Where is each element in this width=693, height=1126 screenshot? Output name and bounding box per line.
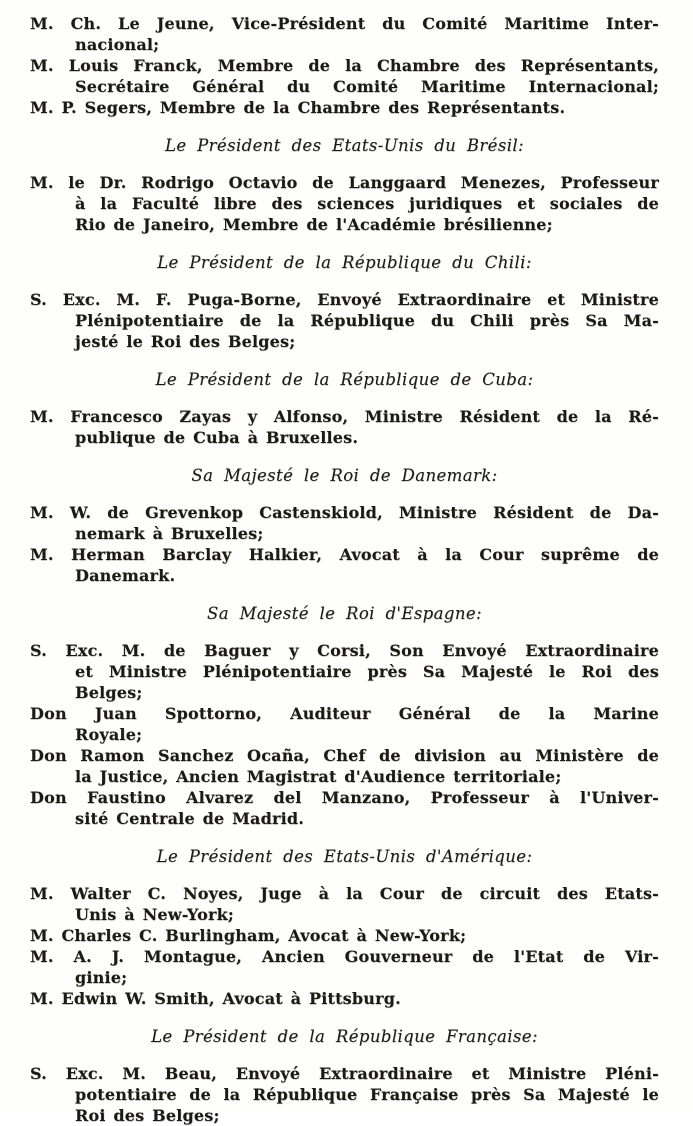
text-line: M. Charles C. Burlingham, Avocat à New-York; xyxy=(30,926,467,945)
text-line: potentiaire de la République Française près Sa Majesté le xyxy=(75,1085,659,1104)
text-line: Don Juan Spottorno, Auditeur Général de la Marine xyxy=(30,704,659,723)
text-line: sité Centrale de Madrid. xyxy=(75,809,305,828)
entry-group xyxy=(30,1063,659,1126)
entry-group xyxy=(30,289,659,352)
text-line: Don Ramon Sanchez Ocaña, Chef de division au Ministère de xyxy=(30,746,659,765)
delegate-entry xyxy=(30,1063,659,1126)
delegate-entry xyxy=(30,640,659,703)
delegate-entry xyxy=(30,988,659,1009)
delegate-entry xyxy=(30,97,659,118)
text-line: M. Ch. Le Jeune, Vice-Président du Comité Maritime Inter- xyxy=(30,14,659,33)
text-line: à la Faculté libre des sciences juridiques et sociales de xyxy=(75,194,659,213)
entry-group xyxy=(30,406,659,448)
entry-group xyxy=(30,502,659,586)
text-line: S. Exc. M. Beau, Envoyé Extraordinaire et Ministre Pléni- xyxy=(30,1064,659,1083)
text-line: Roi des Belges; xyxy=(75,1106,220,1125)
delegate-entry xyxy=(30,745,659,787)
text-line: nemark à Bruxelles; xyxy=(75,524,264,543)
text-line: Belges; xyxy=(75,683,143,702)
text-line: nacional; xyxy=(75,35,160,54)
section-heading: Le Président de la République Française: xyxy=(151,1027,538,1046)
text-line: S. Exc. M. F. Puga-Borne, Envoyé Extraordinaire et Ministre xyxy=(30,290,659,309)
section-heading: Le Président de la République de Cuba: xyxy=(155,370,534,389)
text-line: Rio de Janeiro, Membre de l'Académie brésilienne; xyxy=(75,215,553,234)
text-line: M. Walter C. Noyes, Juge à la Cour de circuit des Etats- xyxy=(30,884,659,903)
text-line: M. Herman Barclay Halkier, Avocat à la Cour suprême de xyxy=(30,545,659,564)
text-line: Royale; xyxy=(75,725,143,744)
section-heading: Sa Majesté le Roi de Danemark: xyxy=(191,466,498,485)
text-line: M. A. J. Montague, Ancien Gouverneur de l'Etat de Vir- xyxy=(30,947,659,966)
text-line: M. Edwin W. Smith, Avocat à Pittsburg. xyxy=(30,989,401,1008)
delegate-entry xyxy=(30,55,659,97)
entry-group xyxy=(30,13,659,118)
text-line: Secrétaire Général du Comité Maritime Internacional; xyxy=(75,77,659,96)
text-line: M. P. Segers, Membre de la Chambre des Représentants. xyxy=(30,98,566,117)
text-line: jesté le Roi des Belges; xyxy=(75,332,296,351)
text-line: M. Francesco Zayas y Alfonso, Ministre Résident de la Ré- xyxy=(30,407,659,426)
section-heading: Le Président des Etats-Unis du Brésil: xyxy=(164,136,525,155)
delegate-entry xyxy=(30,544,659,586)
delegate-entry xyxy=(30,703,659,745)
section-heading: Sa Majesté le Roi d'Espagne: xyxy=(207,604,482,623)
text-line: et Ministre Plénipotentiaire près Sa Majesté le Roi des xyxy=(75,662,659,681)
text-line: M. le Dr. Rodrigo Octavio de Langgaard Menezes, Professeur xyxy=(30,173,659,192)
section-heading: Le Président de la République du Chili: xyxy=(157,253,532,272)
text-line: S. Exc. M. de Baguer y Corsi, Son Envoyé Extraordinaire xyxy=(30,641,659,660)
entry-group xyxy=(30,172,659,235)
text-line: Unis à New-York; xyxy=(75,905,234,924)
delegate-entry xyxy=(30,883,659,925)
delegate-entry xyxy=(30,787,659,829)
text-line: Don Faustino Alvarez del Manzano, Professeur à l'Univer- xyxy=(30,788,659,807)
text-line: M. Louis Franck, Membre de la Chambre des Représentants, xyxy=(30,56,659,75)
delegate-entry xyxy=(30,289,659,352)
delegate-entry xyxy=(30,925,659,946)
text-line: la Justice, Ancien Magistrat d'Audience territoriale; xyxy=(75,767,562,786)
text-line: M. W. de Grevenkop Castenskiold, Ministre Résident de Da- xyxy=(30,503,659,522)
section-heading: Le Président des Etats-Unis d'Amérique: xyxy=(156,847,533,866)
delegate-entry xyxy=(30,406,659,448)
text-line: Plénipotentiaire de la République du Chili près Sa Ma- xyxy=(75,311,659,330)
text-line: ginie; xyxy=(75,968,128,987)
delegate-entry xyxy=(30,13,659,55)
entry-group xyxy=(30,640,659,829)
text-line: publique de Cuba à Bruxelles. xyxy=(75,428,359,447)
delegate-entry xyxy=(30,172,659,235)
text-line: Danemark. xyxy=(75,566,176,585)
delegate-entry xyxy=(30,946,659,988)
delegate-entry xyxy=(30,502,659,544)
entry-group xyxy=(30,883,659,1009)
